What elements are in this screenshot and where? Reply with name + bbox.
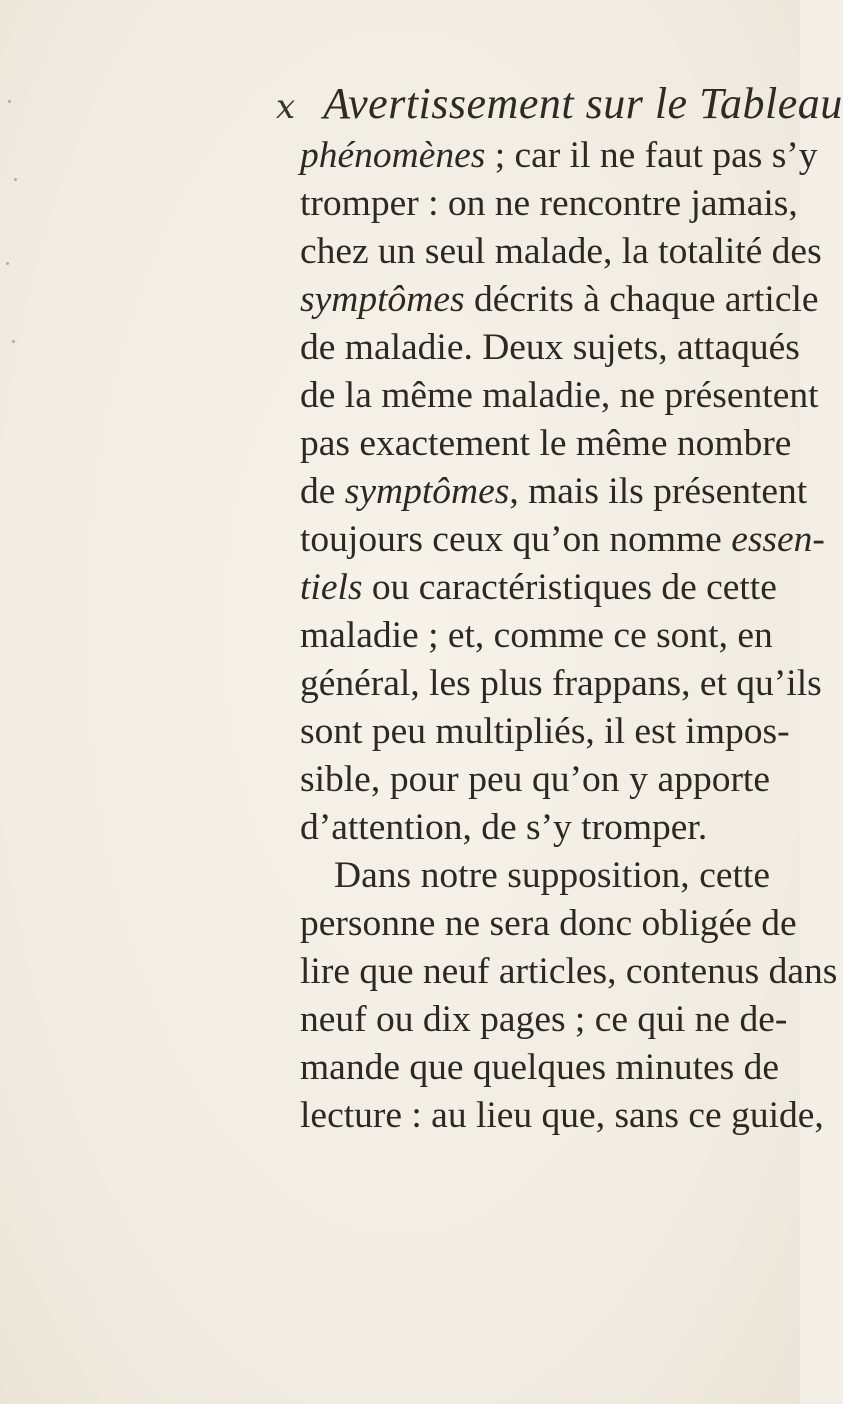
text-segment: mande que quelques minutes de [300, 1047, 780, 1088]
text-line [300, 564, 777, 612]
text-segment: lire que neuf articles, contenus dans [300, 951, 838, 992]
text-line [300, 756, 770, 804]
margin-speckles [0, 0, 60, 1404]
running-title: Avertissement sur le Tableau [323, 79, 843, 128]
italic-text: phénomènes [300, 135, 486, 176]
text-segment: neuf ou dix pages ; ce qui ne de- [300, 999, 788, 1040]
text-segment: ou caractéristiques de cette [362, 567, 777, 608]
text-segment: de la même maladie, ne présentent [300, 375, 819, 416]
text-line [300, 372, 819, 420]
text-line [300, 660, 822, 708]
text-line [300, 1044, 780, 1092]
text-segment: Dans notre supposition, cette [334, 855, 770, 896]
speckle [12, 340, 15, 343]
text-segment: tromper : on ne rencontre jamais, [300, 183, 798, 224]
page-number: x [276, 87, 296, 127]
italic-text: symptômes [344, 471, 510, 512]
text-segment: maladie ; et, comme ce sont, en [300, 615, 773, 656]
text-line [300, 996, 788, 1044]
italic-text: essen- [731, 519, 825, 560]
text-segment: général, les plus frappans, et qu’ils [300, 663, 822, 704]
speckle [8, 100, 11, 103]
running-header [276, 78, 843, 138]
text-segment: d’attention, de s’y tromper. [300, 807, 708, 848]
text-line [300, 420, 792, 468]
italic-text: tiels [300, 567, 363, 608]
text-line [300, 804, 770, 852]
text-line [300, 228, 822, 276]
text-segment: lecture : au lieu que, sans ce guide, [300, 1095, 824, 1136]
speckle [6, 262, 9, 265]
text-line [300, 132, 818, 180]
text-segment: toujours ceux qu’on nomme [300, 519, 732, 560]
text-line [300, 708, 790, 756]
text-line [300, 180, 798, 228]
text-line [300, 324, 800, 372]
speckle [14, 178, 17, 181]
text-segment: chez un seul malade, la totalité des [300, 231, 822, 272]
text-line [300, 948, 838, 996]
text-line [300, 900, 797, 948]
text-segment: de [300, 471, 345, 512]
text-line [300, 1092, 824, 1140]
text-line [300, 516, 825, 564]
text-segment: personne ne sera donc obligée de [300, 903, 797, 944]
text-segment: ; car il ne faut pas s’y [485, 135, 818, 176]
text-line [300, 612, 773, 660]
text-segment: sont peu multipliés, il est impos- [300, 711, 790, 752]
text-segment: sible, pour peu qu’on y apporte [300, 759, 770, 800]
text-segment: , mais ils présentent [509, 471, 808, 512]
text-segment: pas exactement le même nombre [300, 423, 792, 464]
text-segment: décrits à chaque article [464, 279, 819, 320]
italic-text: symptômes [300, 279, 465, 320]
text-line [300, 276, 819, 324]
text-line [300, 852, 770, 900]
text-segment: de maladie. Deux sujets, attaqués [300, 327, 800, 368]
body-text [300, 132, 838, 1140]
text-line [300, 468, 808, 516]
